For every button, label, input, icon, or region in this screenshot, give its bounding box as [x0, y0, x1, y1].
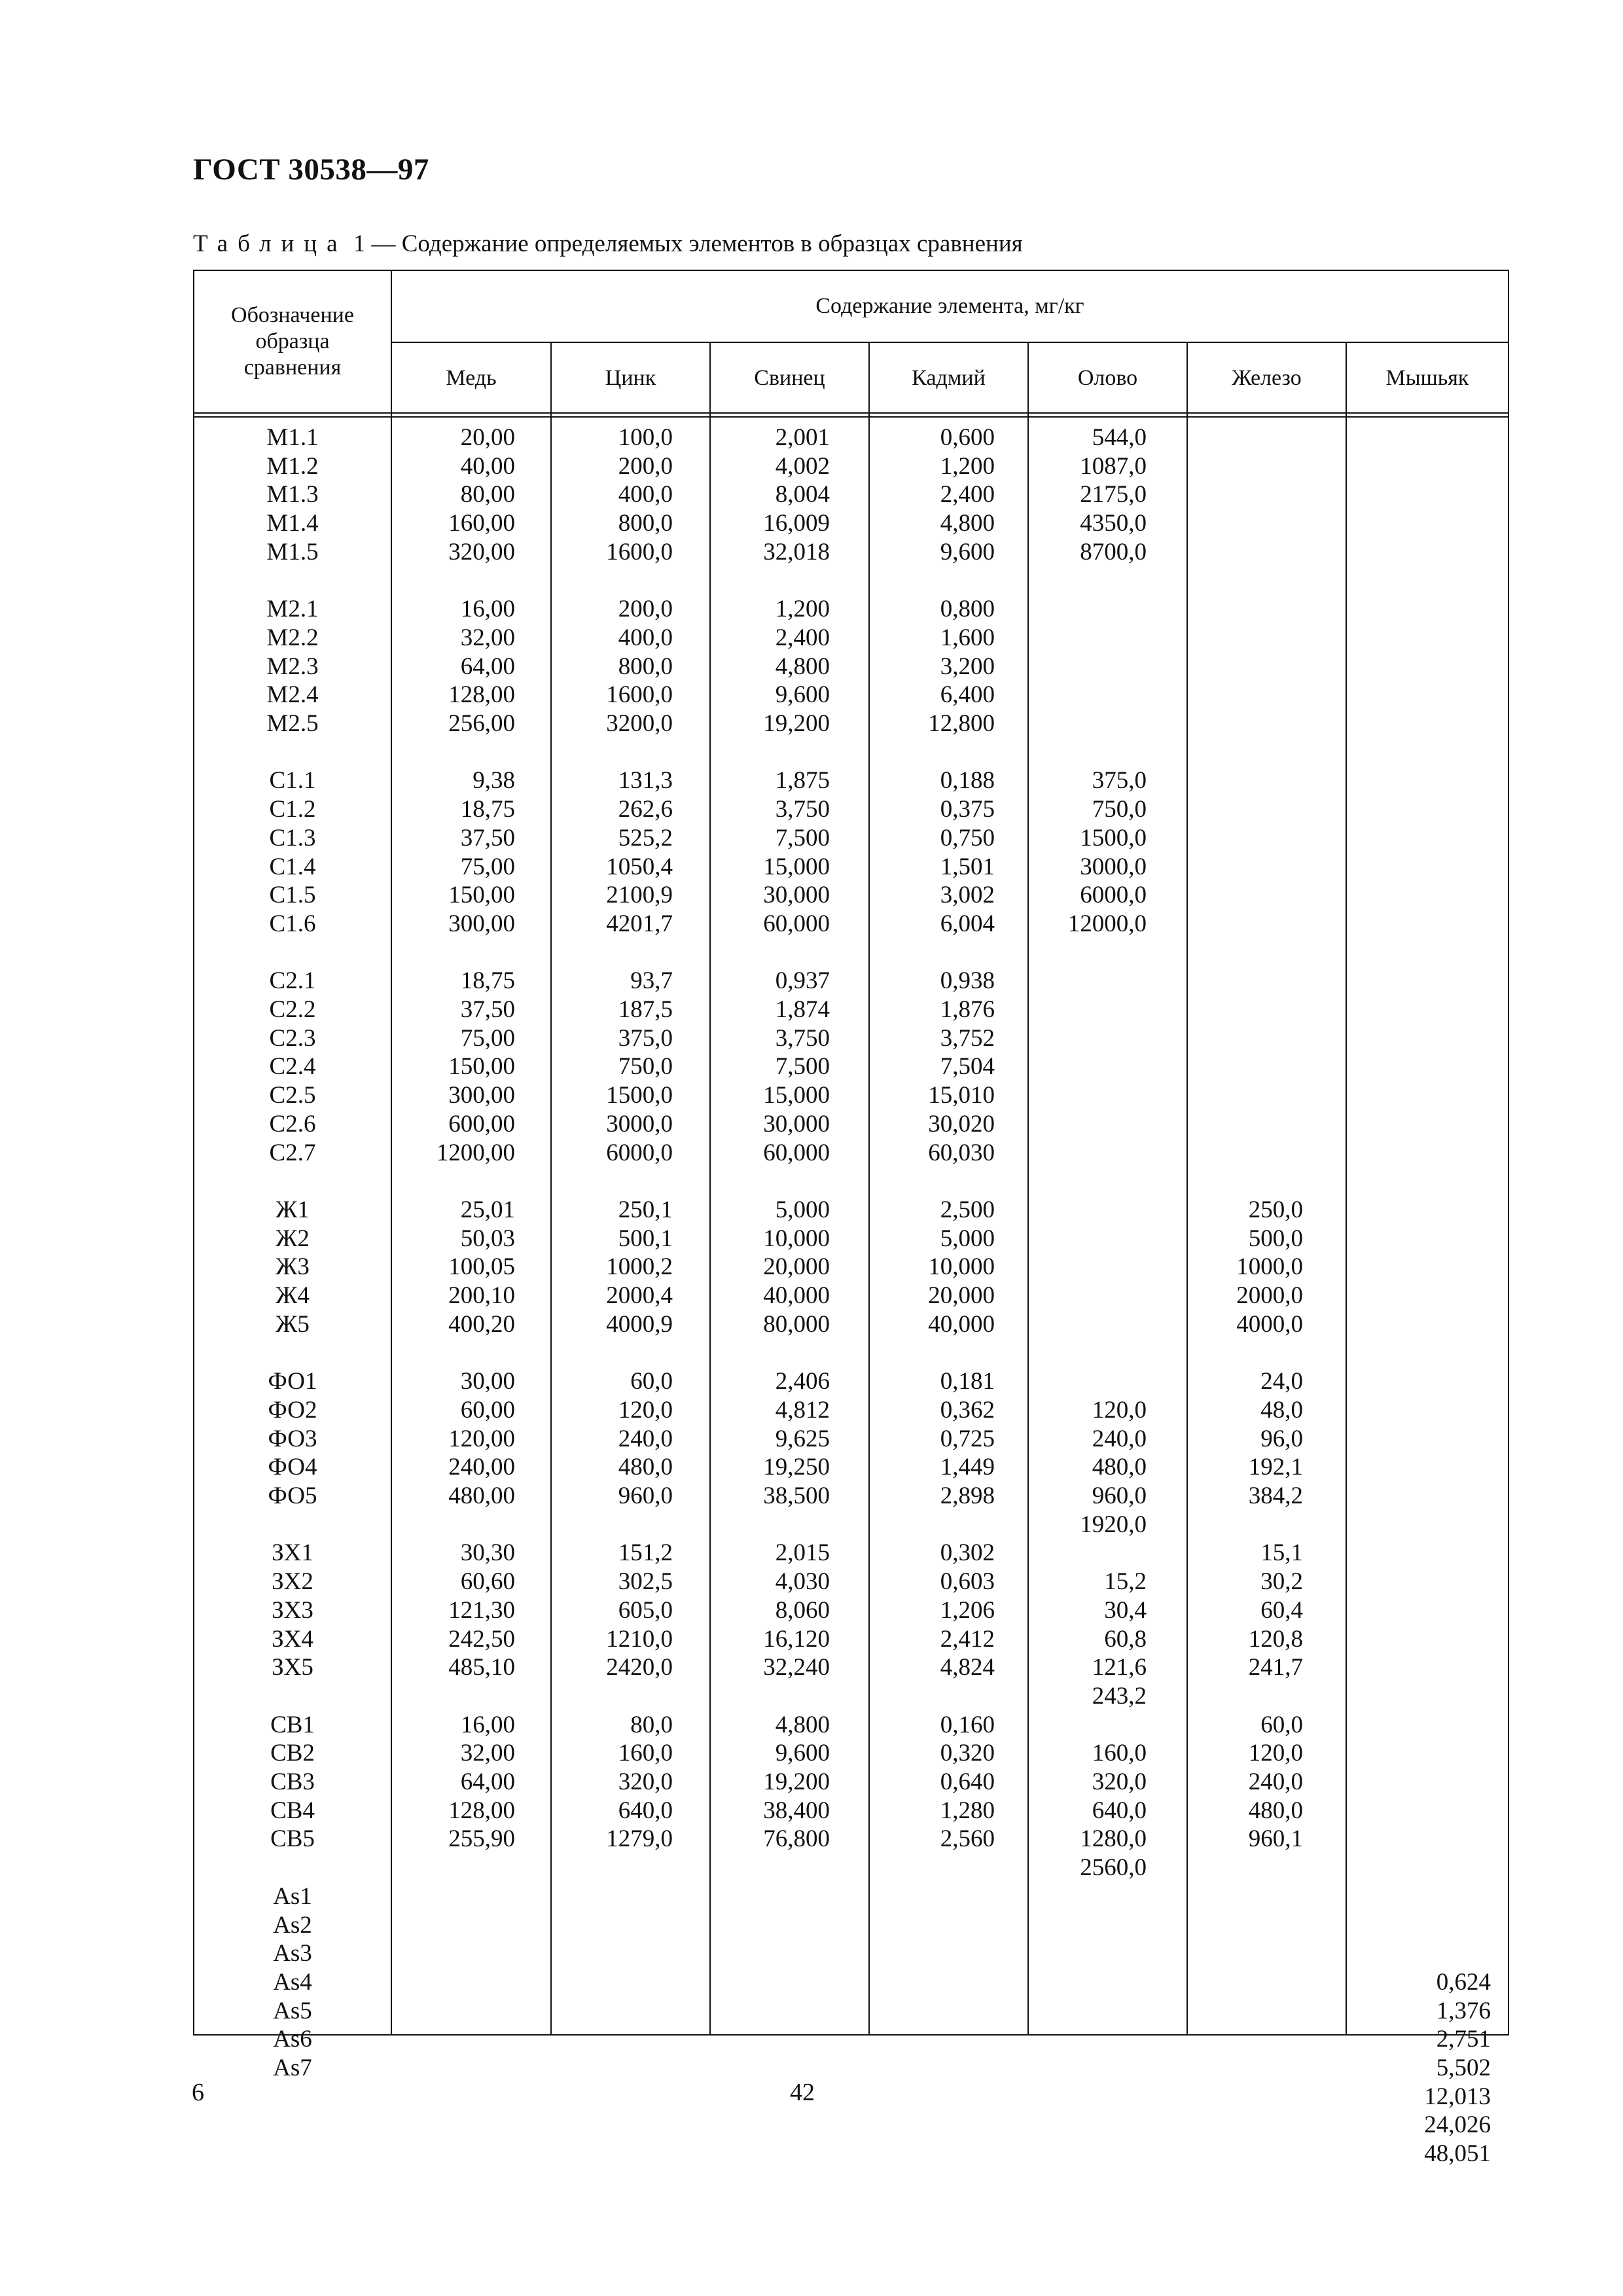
contents-table	[193, 270, 1509, 2168]
element-content-header: Содержание элемента, мг/кг	[815, 294, 1084, 318]
document-code: ГОСТ 30538—97	[193, 152, 429, 187]
column-header-lead: Свинец	[754, 366, 825, 390]
column-header-zinc: Цинк	[605, 366, 656, 390]
table-caption-text: 1 — Содержание определяемых элементов в образцах сравнения	[347, 230, 1023, 257]
column-header-tin: Олово	[1077, 366, 1138, 390]
copper-values-column: 20,00 40,00 80,00 160,00 320,00 16,00 32,00 64,00 128,00 256,00 9,38 18,75 37,50 75,00 150,00 300,00 18,75 37,50 75,00 150,00 300,00 600,00 1200,00 25,01 50,03 100,05 200,10 400,20 30,00 60,00 120,00 240,00 480,00 30,30 60,60 121,30 242,50 485,10 16,00 32,00 64,00 128,00 255,90	[436, 424, 515, 1853]
column-header-iron: Железо	[1232, 366, 1302, 390]
page-number: 6	[192, 2079, 204, 2106]
cadmium-values-column: 0,600 1,200 2,400 4,800 9,600 0,800 1,600 3,200 6,400 12,800 0,188 0,375 0,750 1,501 3,002 6,004 0,938 1,876 3,752 7,504 15,010 30,020 60,030 2,500 5,000 10,000 20,000 40,000 0,181 0,362 0,725 1,449 2,898 0,302 0,603 1,206 2,412 4,824 0,160 0,320 0,640 1,280 2,560	[928, 424, 995, 1853]
sheet-number: 42	[790, 2079, 815, 2106]
table-border-right	[1508, 270, 1509, 2036]
group-header-rule	[391, 342, 1509, 343]
column-header-cadmium: Кадмий	[912, 366, 986, 390]
column-header-arsenic: Мышьяк	[1385, 366, 1469, 390]
sample-designation-column: М1.1 М1.2 М1.3 М1.4 М1.5 М2.1 М2.2 М2.3 М2.4 М2.5 С1.1 С1.2 С1.3 С1.4 С1.5 С1.6 С2.1 С2.2 С2.3 С2.4 С2.5 С2.6 С2.7 Ж1 Ж2 Ж3 Ж4 Ж5 ФО1 ФО2 ФО3 ФО4 ФО5 ЗХ1 ЗХ2 ЗХ3 ЗХ4 ЗХ5 СВ1 СВ2 СВ3 СВ4 СВ5 As1 As2 As3 As4 As5 As6 As7	[266, 424, 319, 2082]
table-caption-label: Таблица	[193, 230, 348, 257]
sample-designation-header: Обозначение образца сравнения	[231, 303, 354, 380]
column-header-copper: Медь	[446, 366, 497, 390]
iron-values-column: 250,0 500,0 1000,0 2000,0 4000,0 24,0 48,0 96,0 192,1 384,2 15,1 30,2 60,4 120,8 241,7 60,0 120,0 240,0 480,0 960,1	[1236, 1196, 1303, 1853]
tin-values-column: 544,0 1087,0 2175,0 4350,0 8700,0 375,0 750,0 1500,0 3000,0 6000,0 12000,0 120,0 240,0 480,0 960,0 1920,0 15,2 30,4 60,8 121,6 243,2 160,0 320,0 640,0 1280,0 2560,0	[1067, 424, 1147, 1882]
zinc-values-column: 100,0 200,0 400,0 800,0 1600,0 200,0 400,0 800,0 1600,0 3200,0 131,3 262,6 525,2 1050,4 2100,9 4201,7 93,7 187,5 375,0 750,0 1500,0 3000,0 6000,0 250,1 500,1 1000,2 2000,4 4000,9 60,0 120,0 240,0 480,0 960,0 151,2 302,5 605,0 1210,0 2420,0 80,0 160,0 320,0 640,0 1279,0	[606, 424, 673, 1853]
arsenic-values-column: 0,624 1,376 2,751 5,502 12,013 24,026 48,051	[1424, 1968, 1491, 2168]
table-caption	[193, 230, 1023, 258]
lead-values-column: 2,001 4,002 8,004 16,009 32,018 1,200 2,400 4,800 9,600 19,200 1,875 3,750 7,500 15,000 30,000 60,000 0,937 1,874 3,750 7,500 15,000 30,000 60,000 5,000 10,000 20,000 40,000 80,000 2,406 4,812 9,625 19,250 38,500 2,015 4,030 8,060 16,120 32,240 4,800 9,600 19,200 38,400 76,800	[763, 424, 830, 1853]
